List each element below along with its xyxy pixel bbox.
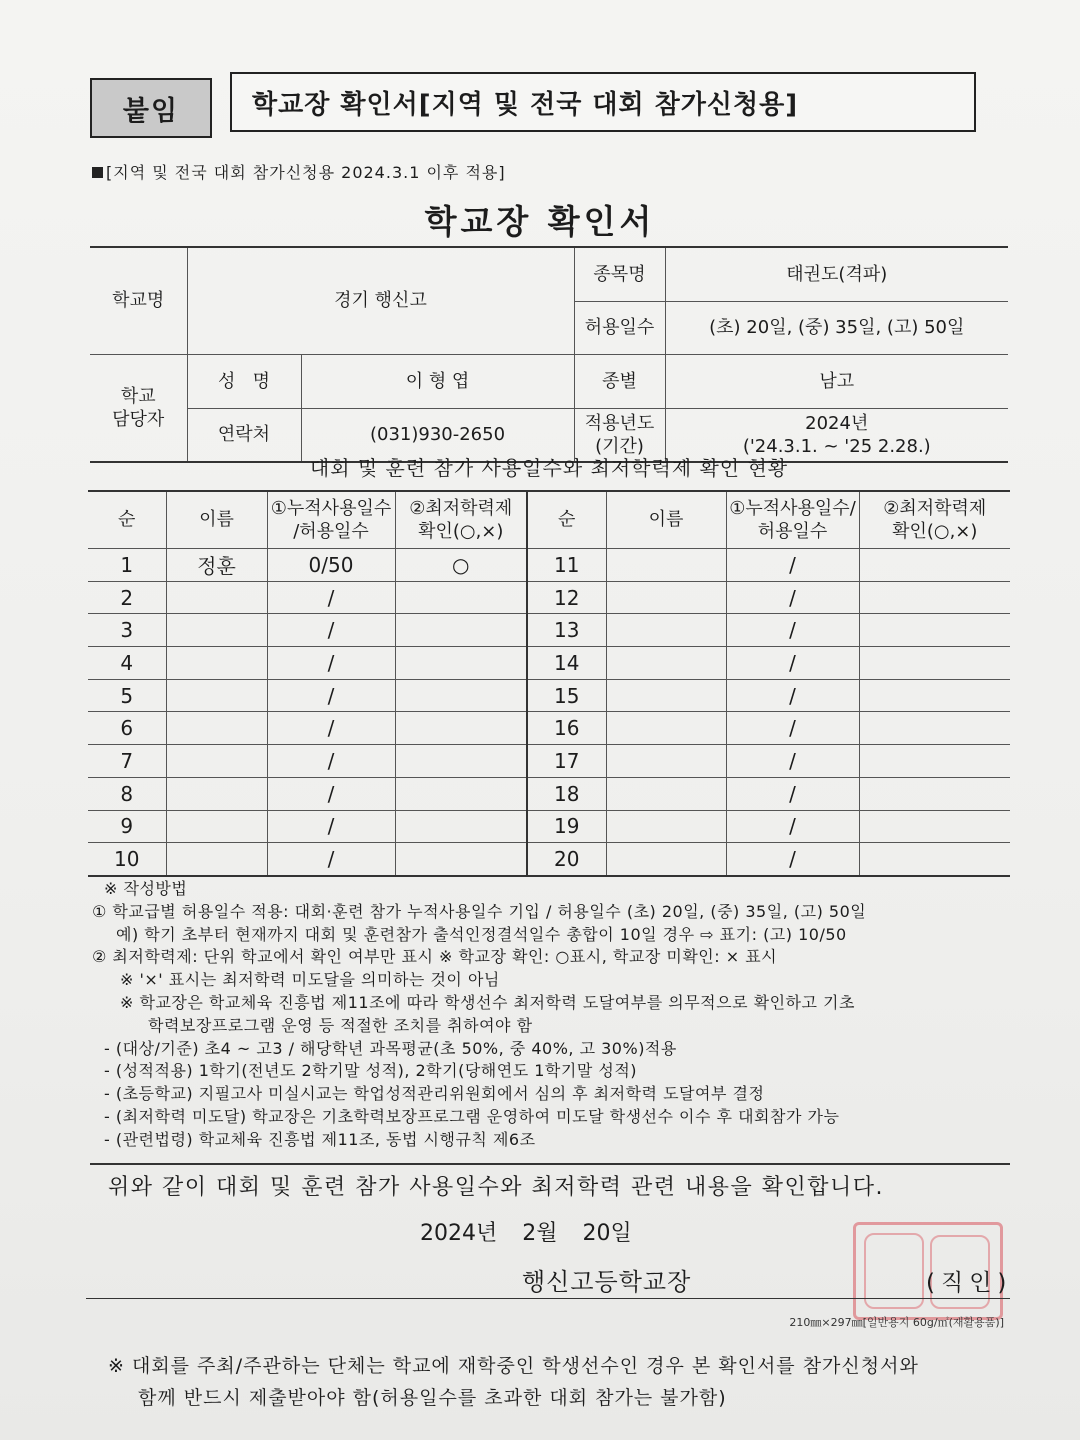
row-name (166, 777, 267, 810)
row-days-right: / (726, 581, 859, 614)
note-1: ① 학교급별 허용일수 적용: 대회·훈련 참가 누적사용일수 기입 / 허용일수 (초) 20일, (중) 35일, (고) 50일 (92, 901, 867, 921)
row-check (395, 810, 527, 843)
principal-title: 행신고등학교장 (522, 1268, 692, 1296)
row-name: 정훈 (166, 549, 267, 582)
header-days (267, 491, 395, 549)
row-check-right (859, 581, 1010, 614)
apply-note (92, 160, 506, 183)
detail-1: - (대상/기준) 초4 ~ 고3 / 해당학년 과목평균(초 50%, 중 40%, 고 30%)적용 (104, 1038, 677, 1058)
row-days: / (267, 614, 395, 647)
contact-value: (031)930-2650 (301, 409, 574, 463)
seal-label: (직인) (926, 1270, 1013, 1296)
paper-spec: 210㎜×297㎜[일반용지 60g/㎡(재활용품)] (789, 1316, 1004, 1329)
row-check (395, 777, 527, 810)
detail-4: - (최저학력 미도달) 학교장은 기초학력보장프로그램 운영하여 미도달 학생선수 이수 후 대회참가 가능 (104, 1106, 840, 1126)
row-check (395, 679, 527, 712)
row-no: 9 (88, 810, 166, 843)
row-no-right: 15 (527, 679, 606, 712)
school-value: 경기 행신고 (187, 247, 574, 355)
row-no-right: 17 (527, 745, 606, 778)
footer-line-1: ※ 대회를 주최/주관하는 단체는 학교에 재학중인 학생선수인 경우 본 확인서를 참가신청서와 (108, 1355, 919, 1377)
row-no-right: 14 (527, 647, 606, 680)
header-days-line1: ①누적사용일수 (270, 497, 392, 519)
row-no: 2 (88, 581, 166, 614)
staff-label-line2: 담당자 (112, 409, 165, 430)
info-table (90, 246, 1008, 463)
table-row (88, 614, 1010, 647)
row-name-right (606, 647, 726, 680)
row-days-right: / (726, 712, 859, 745)
gender-value: 남고 (665, 355, 1008, 409)
row-check (395, 843, 527, 876)
footer-line-2: 함께 반드시 제출받아야 함(허용일수를 초과한 대회 참가는 불가함) (138, 1387, 727, 1409)
sign-date: 2024년 2월 20일 (420, 1221, 632, 1246)
header-check-right (859, 491, 1010, 549)
table-row (88, 810, 1010, 843)
row-check (395, 647, 527, 680)
event-label: 종목명 (574, 247, 665, 302)
staff-name-value: 이 형 엽 (301, 355, 574, 409)
row-no-right: 12 (527, 581, 606, 614)
row-no-right: 13 (527, 614, 606, 647)
row-check-right (859, 549, 1010, 582)
row-check-right (859, 614, 1010, 647)
header-days-line2: /허용일수 (293, 521, 369, 542)
note-2-a: ※ '×' 표시는 최저학력 미도달을 의미하는 것이 아님 (120, 970, 500, 990)
row-days-right: / (726, 614, 859, 647)
row-name (166, 614, 267, 647)
row-name-right (606, 679, 726, 712)
row-no-right: 20 (527, 843, 606, 876)
header-days-right-line2: 허용일수 (757, 521, 828, 542)
row-no: 1 (88, 549, 166, 582)
table-row (88, 549, 1010, 582)
row-name (166, 843, 267, 876)
row-check-right (859, 679, 1010, 712)
header-name: 이름 (166, 491, 267, 549)
year-value-line1: 2024년 (805, 412, 869, 434)
contact-label: 연락처 (187, 409, 301, 463)
row-days: / (267, 843, 395, 876)
row-days: / (267, 712, 395, 745)
note-2: ② 최저학력제: 단위 학교에서 확인 여부만 표시 ※ 학교장 확인: ○표시, 학교장 미확인: × 표시 (92, 947, 778, 967)
row-name-right (606, 777, 726, 810)
header-check-right-line2: 확인(○,×) (892, 521, 978, 542)
row-check-right (859, 745, 1010, 778)
table-row (88, 647, 1010, 680)
row-check-right (859, 647, 1010, 680)
row-name (166, 647, 267, 680)
row-name (166, 712, 267, 745)
table-row (88, 777, 1010, 810)
staff-label (90, 355, 187, 463)
row-days-right: / (726, 810, 859, 843)
table-row (88, 745, 1010, 778)
row-days-right: / (726, 745, 859, 778)
allowed-days-label: 허용일수 (574, 302, 665, 355)
writing-instructions (92, 878, 1022, 1152)
event-value: 태권도(격파) (665, 247, 1008, 302)
note-1-example: 예) 학기 초부터 현재까지 대회 및 훈련참가 출석인정결석일수 총합이 10일 경우 ⇨ 표기: (고) 10/50 (116, 924, 847, 944)
row-check-right (859, 810, 1010, 843)
row-no: 6 (88, 712, 166, 745)
detail-2: - (성적적용) 1학기(전년도 2학기말 성적), 2학기(당해연도 1학기말 성적) (104, 1061, 638, 1081)
row-no: 5 (88, 679, 166, 712)
row-days-right: / (726, 843, 859, 876)
row-no: 4 (88, 647, 166, 680)
row-check: ○ (395, 549, 527, 582)
header-check-right-line1: ②최저학력제 (883, 497, 987, 519)
confirm-statement: 위와 같이 대회 및 훈련 참가 사용일수와 최저학력 관련 내용을 확인합니다. (108, 1175, 884, 1200)
row-name (166, 679, 267, 712)
row-name-right (606, 745, 726, 778)
row-name-right (606, 810, 726, 843)
notes-heading: ※ 작성방법 (104, 879, 188, 898)
row-no-right: 11 (527, 549, 606, 582)
row-no: 3 (88, 614, 166, 647)
row-days: / (267, 745, 395, 778)
roster-section-title: 대회 및 훈련 참가 사용일수와 최저학력제 확인 현황 (309, 456, 789, 480)
row-check (395, 614, 527, 647)
row-days: / (267, 647, 395, 680)
document-title: 학교장 확인서 (424, 202, 656, 241)
roster-table (88, 490, 1010, 877)
header-check-line2: 확인(○,×) (418, 521, 504, 542)
row-days: / (267, 810, 395, 843)
banner-title: 학교장 확인서[지역 및 전국 대회 참가신청용] (230, 72, 976, 132)
year-label-line2: (기간) (595, 436, 644, 457)
header-no-right: 순 (527, 491, 606, 549)
header-days-right (726, 491, 859, 549)
detail-5: - (관련법령) 학교체육 진흥법 제11조, 동법 시행규칙 제6조 (104, 1129, 536, 1149)
note-2-b2: 학력보장프로그램 운영 등 적절한 조치를 취하여야 함 (148, 1015, 533, 1035)
row-check-right (859, 843, 1010, 876)
apply-note-text: [지역 및 전국 대회 참가신청용 2024.3.1 이후 적용] (106, 163, 506, 182)
row-name (166, 810, 267, 843)
attachment-tag: 붙임 (90, 78, 212, 138)
row-name-right (606, 614, 726, 647)
row-name (166, 745, 267, 778)
staff-name-label: 성 명 (187, 355, 301, 409)
note-2-b: ※ 학교장은 학교체육 진흥법 제11조에 따라 학생선수 최저학력 도달여부를 의무적으로 확인하고 기초 (120, 992, 855, 1012)
row-check (395, 712, 527, 745)
table-row (88, 581, 1010, 614)
header-no: 순 (88, 491, 166, 549)
row-days: / (267, 581, 395, 614)
row-no-right: 19 (527, 810, 606, 843)
row-days-right: / (726, 549, 859, 582)
year-label-line1: 적용년도 (584, 412, 655, 434)
divider-bottom (86, 1298, 1010, 1299)
square-bullet-icon (92, 167, 103, 178)
divider-top (90, 1163, 1010, 1165)
table-row (88, 679, 1010, 712)
row-name-right (606, 549, 726, 582)
header-days-right-line1: ①누적사용일수/ (729, 497, 856, 519)
footer-notice (108, 1350, 919, 1414)
row-no: 7 (88, 745, 166, 778)
row-days-right: / (726, 679, 859, 712)
row-no: 10 (88, 843, 166, 876)
detail-3: - (초등학교) 지필고사 미실시교는 학업성적관리위원회에서 심의 후 최저학력 도달여부 결정 (104, 1084, 765, 1104)
row-name (166, 581, 267, 614)
table-row (88, 712, 1010, 745)
row-days: 0/50 (267, 549, 395, 582)
school-label: 학교명 (90, 247, 187, 355)
row-name-right (606, 843, 726, 876)
year-value-line2: ('24.3.1. ~ '25 2.28.) (742, 436, 931, 457)
header-name-right: 이름 (606, 491, 726, 549)
header-check-line1: ②최저학력제 (409, 497, 513, 519)
header-check (395, 491, 527, 549)
gender-label: 종별 (574, 355, 665, 409)
row-days-right: / (726, 777, 859, 810)
allowed-days-value: (초) 20일, (중) 35일, (고) 50일 (665, 302, 1008, 355)
row-days-right: / (726, 647, 859, 680)
row-no-right: 18 (527, 777, 606, 810)
staff-label-line1: 학교 (120, 385, 156, 407)
row-no: 8 (88, 777, 166, 810)
row-days: / (267, 679, 395, 712)
row-check (395, 581, 527, 614)
table-row (88, 843, 1010, 876)
row-name-right (606, 581, 726, 614)
row-check-right (859, 712, 1010, 745)
row-no-right: 16 (527, 712, 606, 745)
row-check-right (859, 777, 1010, 810)
row-days: / (267, 777, 395, 810)
row-name-right (606, 712, 726, 745)
row-check (395, 745, 527, 778)
